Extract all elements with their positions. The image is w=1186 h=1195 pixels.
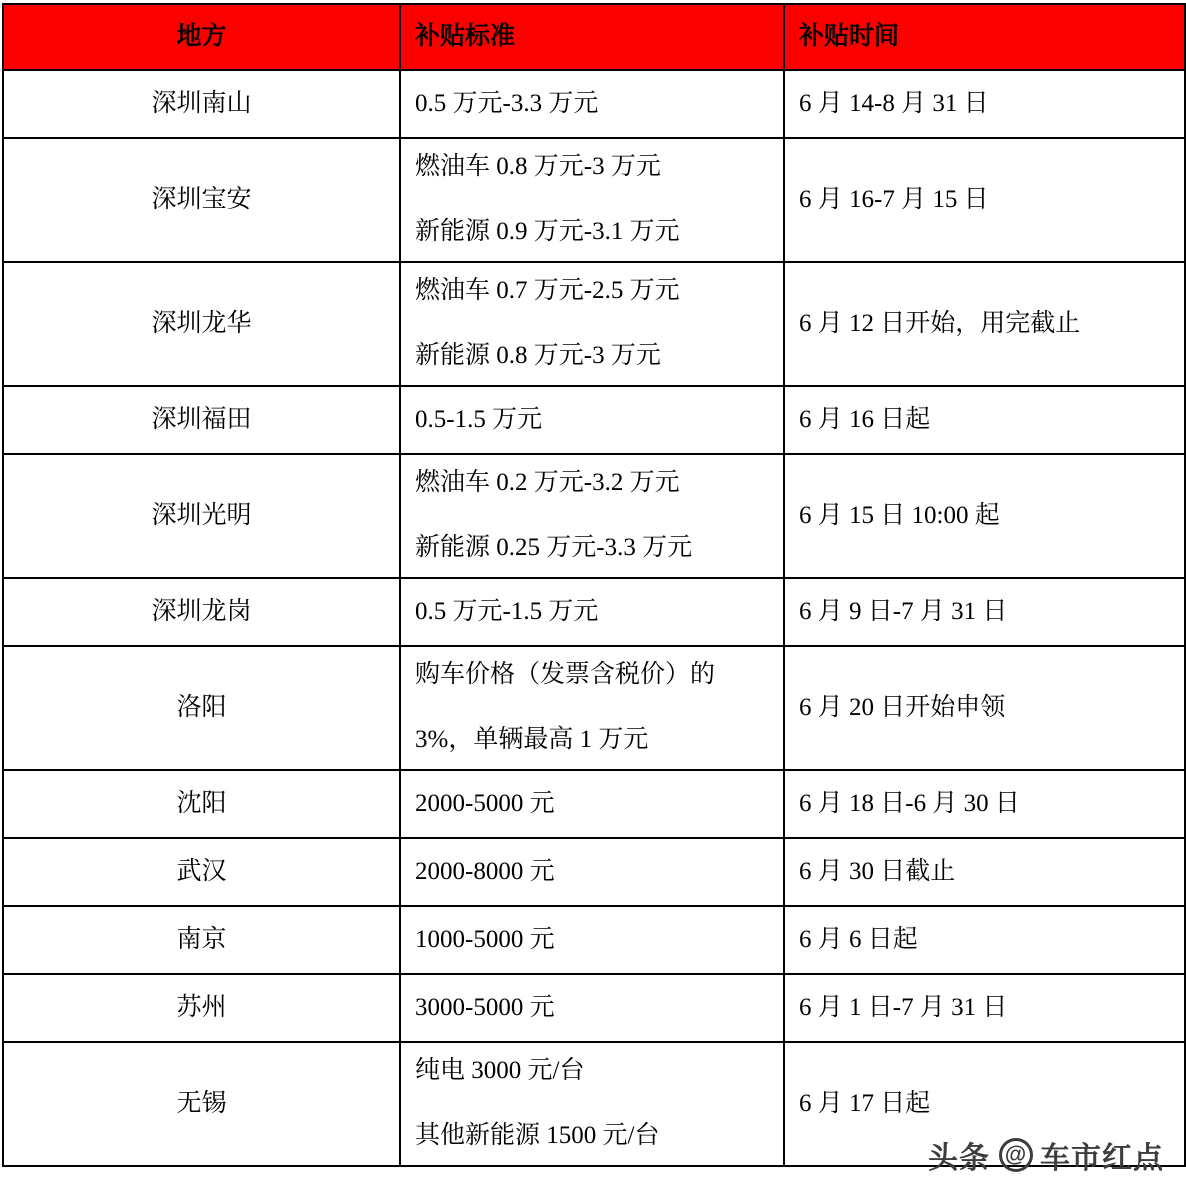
cell-standard [400, 1042, 784, 1166]
table-row [3, 138, 1185, 262]
table-body [3, 70, 1185, 1166]
cell-period [784, 454, 1185, 578]
table-row [3, 906, 1185, 974]
watermark-prefix: 头条 [928, 1142, 990, 1175]
cell-period [784, 578, 1185, 646]
cell-region: 南京 [3, 906, 400, 974]
cell-standard [400, 578, 784, 646]
at-sign-icon [999, 1138, 1033, 1172]
table-header-row [3, 4, 1185, 70]
cell-region: 深圳龙华 [3, 262, 400, 386]
table-row [3, 70, 1185, 138]
cell-region: 深圳福田 [3, 386, 400, 454]
cell-line: 6 月 16 日起 [799, 405, 931, 433]
cell-standard [400, 906, 784, 974]
table-row [3, 646, 1185, 770]
cell-period [784, 906, 1185, 974]
cell-region: 沈阳 [3, 770, 400, 838]
table-row [3, 454, 1185, 578]
column-header-region: 地方 [3, 4, 400, 70]
cell-standard [400, 454, 784, 578]
cell-period [784, 974, 1185, 1042]
table-row [3, 770, 1185, 838]
cell-line: 6 月 16-7 月 15 日 [799, 185, 989, 213]
cell-line: 6 月 20 日开始申领 [799, 693, 1006, 721]
cell-region: 洛阳 [3, 646, 400, 770]
cell-line: 6 月 12 日开始，用完截止 [799, 309, 1081, 337]
watermark [928, 1133, 1164, 1177]
cell-line: 6 月 1 日-7 月 31 日 [799, 993, 1008, 1021]
cell-standard [400, 838, 784, 906]
cell-standard [400, 770, 784, 838]
cell-line: 3000-5000 元 [415, 993, 555, 1021]
cell-standard [400, 70, 784, 138]
cell-line: 新能源 0.25 万元-3.3 万元 [415, 534, 693, 561]
cell-line: 6 月 15 日 10:00 起 [799, 501, 1000, 529]
cell-line: 6 月 17 日起 [799, 1089, 931, 1117]
cell-line: 0.5 万元-3.3 万元 [415, 89, 599, 117]
table-row [3, 262, 1185, 386]
column-header-period: 补贴时间 [784, 4, 1185, 70]
cell-period [784, 138, 1185, 262]
cell-standard [400, 138, 784, 262]
cell-region: 深圳南山 [3, 70, 400, 138]
cell-line: 0.5-1.5 万元 [415, 405, 543, 433]
table-row [3, 838, 1185, 906]
cell-line: 3%，单辆最高 1 万元 [415, 726, 649, 753]
cell-standard [400, 262, 784, 386]
cell-line: 6 月 6 日起 [799, 925, 918, 953]
cell-line: 6 月 14-8 月 31 日 [799, 89, 989, 117]
table-row [3, 578, 1185, 646]
cell-region: 深圳龙岗 [3, 578, 400, 646]
cell-line: 燃油车 0.2 万元-3.2 万元 [415, 469, 680, 497]
cell-standard [400, 646, 784, 770]
cell-region: 深圳光明 [3, 454, 400, 578]
cell-period [784, 770, 1185, 838]
cell-line: 0.5 万元-1.5 万元 [415, 597, 599, 625]
table-row [3, 974, 1185, 1042]
cell-standard [400, 974, 784, 1042]
document-sheet [0, 3, 1186, 1195]
cell-line: 6 月 9 日-7 月 31 日 [799, 597, 1008, 625]
cell-line: 1000-5000 元 [415, 925, 555, 953]
cell-period [784, 70, 1185, 138]
cell-line: 燃油车 0.7 万元-2.5 万元 [415, 277, 680, 305]
cell-period [784, 838, 1185, 906]
cell-standard [400, 386, 784, 454]
cell-region: 武汉 [3, 838, 400, 906]
cell-region: 深圳宝安 [3, 138, 400, 262]
cell-line: 新能源 0.9 万元-3.1 万元 [415, 218, 680, 245]
cell-line: 2000-5000 元 [415, 789, 555, 817]
column-header-standard: 补贴标准 [400, 4, 784, 70]
cell-line: 6 月 30 日截止 [799, 857, 956, 885]
cell-period [784, 386, 1185, 454]
cell-line: 纯电 3000 元/台 [415, 1057, 585, 1085]
watermark-account: 车市红点 [1040, 1142, 1164, 1175]
cell-line: 6 月 18 日-6 月 30 日 [799, 789, 1020, 817]
cell-period [784, 262, 1185, 386]
cell-line: 其他新能源 1500 元/台 [415, 1122, 660, 1149]
subsidy-table [2, 3, 1186, 1167]
cell-line: 2000-8000 元 [415, 857, 555, 885]
cell-line: 购车价格（发票含税价）的 [415, 661, 716, 689]
cell-period [784, 646, 1185, 770]
table-row [3, 386, 1185, 454]
cell-line: 燃油车 0.8 万元-3 万元 [415, 153, 661, 181]
cell-region: 苏州 [3, 974, 400, 1042]
cell-line: 新能源 0.8 万元-3 万元 [415, 342, 661, 369]
cell-region: 无锡 [3, 1042, 400, 1166]
